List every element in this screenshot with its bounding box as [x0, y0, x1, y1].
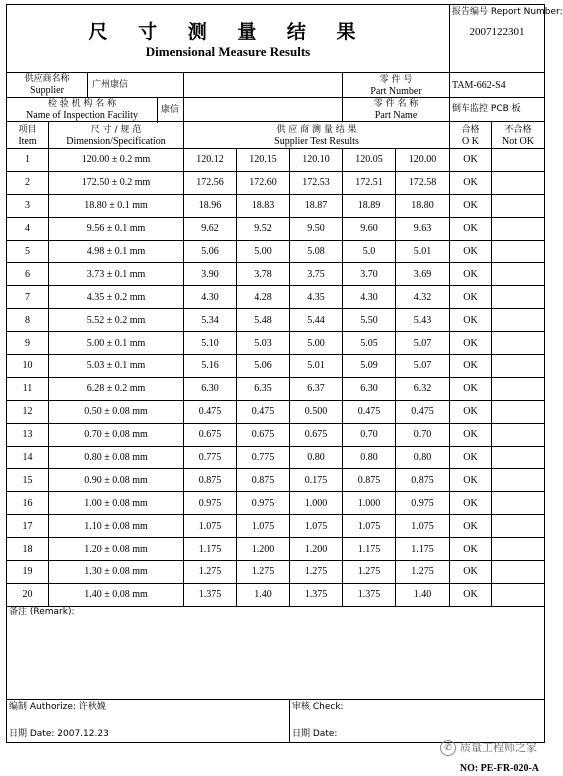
watermark	[440, 739, 537, 756]
result-cell: 120.05	[343, 149, 396, 172]
result-cell: 1.075	[396, 515, 450, 538]
result-cell: 4.32	[396, 286, 450, 309]
signature-row	[7, 699, 545, 742]
item-cell: 7	[7, 286, 49, 309]
spec-cell: 0.80 ± 0.08 mm	[49, 446, 184, 469]
not-ok-cell	[492, 492, 545, 515]
result-cell: 0.875	[343, 469, 396, 492]
result-cell: 1.175	[396, 538, 450, 561]
report-number-label: 报告编号 Report Number:	[452, 7, 563, 17]
part-number-value: TAM-662-S4	[450, 73, 545, 98]
not-ok-cell	[492, 446, 545, 469]
not-ok-cell	[492, 423, 545, 446]
item-cell: 4	[7, 217, 49, 240]
result-cell: 5.0	[343, 240, 396, 263]
result-cell: 18.96	[184, 194, 237, 217]
result-cell: 1.375	[184, 583, 237, 606]
ok-cell: OK	[450, 538, 492, 561]
table-row	[7, 538, 545, 561]
not-ok-cell	[492, 194, 545, 217]
facility-label-zh: 检 验 机 构 名 称	[47, 98, 117, 109]
item-cell: 14	[7, 446, 49, 469]
result-cell: 172.58	[396, 171, 450, 194]
col-ok-header: 合格 O K	[450, 122, 492, 149]
result-cell: 5.44	[290, 309, 343, 332]
result-cell: 5.08	[290, 240, 343, 263]
col-results-header: 供 应 商 测 量 结 果 Supplier Test Results	[184, 122, 450, 149]
result-cell: 9.52	[237, 217, 290, 240]
result-cell: 0.975	[237, 492, 290, 515]
form-number: NO: PE-FR-020-A	[459, 763, 539, 774]
col-ng-header: 不合格 Not OK	[492, 122, 545, 149]
supplier-value: 广州康信	[92, 80, 129, 90]
result-cell: 0.675	[290, 423, 343, 446]
table-row	[7, 446, 545, 469]
not-ok-cell	[492, 286, 545, 309]
ok-cell: OK	[450, 515, 492, 538]
not-ok-cell	[492, 171, 545, 194]
result-cell: 1.075	[184, 515, 237, 538]
result-cell: 0.875	[237, 469, 290, 492]
result-cell: 172.51	[343, 171, 396, 194]
item-cell: 1	[7, 149, 49, 172]
ok-cell: OK	[450, 377, 492, 400]
col-item-header: 项目 Item	[7, 122, 49, 149]
ok-cell: OK	[450, 149, 492, 172]
ok-cell: OK	[450, 171, 492, 194]
result-cell: 6.35	[237, 377, 290, 400]
result-cell: 5.34	[184, 309, 237, 332]
not-ok-cell	[492, 561, 545, 584]
result-cell: 4.28	[237, 286, 290, 309]
ok-cell: OK	[450, 217, 492, 240]
result-cell: 5.07	[396, 332, 450, 355]
result-cell: 6.30	[343, 377, 396, 400]
spec-cell: 5.03 ± 0.1 mm	[49, 355, 184, 378]
table-row	[7, 171, 545, 194]
result-cell: 1.275	[396, 561, 450, 584]
result-cell: 0.875	[184, 469, 237, 492]
table-row	[7, 400, 545, 423]
result-cell: 3.69	[396, 263, 450, 286]
table-row	[7, 309, 545, 332]
author-cell	[7, 699, 290, 742]
spec-cell: 0.50 ± 0.08 mm	[49, 400, 184, 423]
spec-cell: 5.00 ± 0.1 mm	[49, 332, 184, 355]
result-cell: 5.48	[237, 309, 290, 332]
spec-cell: 1.40 ± 0.08 mm	[49, 583, 184, 606]
result-cell: 0.475	[184, 400, 237, 423]
result-cell: 5.50	[343, 309, 396, 332]
result-cell: 0.80	[290, 446, 343, 469]
watermark-text: 质量工程师之家	[460, 741, 537, 754]
result-cell: 1.175	[184, 538, 237, 561]
table-row	[7, 332, 545, 355]
result-cell: 5.06	[184, 240, 237, 263]
result-cell: 1.200	[237, 538, 290, 561]
ok-cell: OK	[450, 469, 492, 492]
report-table	[6, 4, 563, 743]
author-date-value: 2007.12.23	[57, 728, 109, 739]
column-header-row	[7, 122, 545, 149]
item-cell: 3	[7, 194, 49, 217]
result-cell: 18.80	[396, 194, 450, 217]
result-cell: 3.70	[343, 263, 396, 286]
result-cell: 0.70	[396, 423, 450, 446]
result-cell: 0.175	[290, 469, 343, 492]
facility-label-en: Name of Inspection Facility	[26, 109, 138, 121]
item-cell: 17	[7, 515, 49, 538]
result-cell: 0.975	[184, 492, 237, 515]
result-cell: 1.275	[184, 561, 237, 584]
author-date-label: 日期 Date:	[9, 728, 55, 739]
part-number-label: 零 件 号 Part Number	[343, 73, 450, 98]
item-cell: 12	[7, 400, 49, 423]
spec-cell: 0.70 ± 0.08 mm	[49, 423, 184, 446]
ok-cell: OK	[450, 240, 492, 263]
result-cell: 0.775	[237, 446, 290, 469]
result-cell: 9.60	[343, 217, 396, 240]
not-ok-cell	[492, 332, 545, 355]
check-date-label: 日期 Date:	[292, 728, 338, 739]
not-ok-cell	[492, 583, 545, 606]
result-cell: 4.30	[184, 286, 237, 309]
ok-cell: OK	[450, 400, 492, 423]
result-cell: 120.00	[396, 149, 450, 172]
table-row	[7, 583, 545, 606]
title-en: Dimensional Measure Results	[145, 43, 311, 59]
measurement-rows	[7, 149, 545, 607]
item-cell: 11	[7, 377, 49, 400]
result-cell: 5.07	[396, 355, 450, 378]
spec-cell: 172.50 ± 0.2 mm	[49, 171, 184, 194]
table-row	[7, 149, 545, 172]
result-cell: 4.30	[343, 286, 396, 309]
table-row	[7, 515, 545, 538]
result-cell: 5.01	[396, 240, 450, 263]
part-name-label: 零 件 名 称 Part Name	[343, 98, 450, 122]
title-zh: 尺 寸 测 量 结 果	[88, 20, 368, 43]
wechat-logo-icon: ✆	[440, 740, 456, 756]
title-row	[7, 5, 545, 73]
ok-cell: OK	[450, 583, 492, 606]
ok-cell: OK	[450, 286, 492, 309]
result-cell: 120.12	[184, 149, 237, 172]
result-cell: 1.40	[237, 583, 290, 606]
ok-cell: OK	[450, 309, 492, 332]
result-cell: 120.15	[237, 149, 290, 172]
result-cell: 6.37	[290, 377, 343, 400]
result-cell: 1.40	[396, 583, 450, 606]
table-row	[7, 423, 545, 446]
result-cell: 0.475	[237, 400, 290, 423]
result-cell: 0.675	[184, 423, 237, 446]
result-cell: 0.475	[396, 400, 450, 423]
spec-cell: 1.10 ± 0.08 mm	[49, 515, 184, 538]
result-cell: 0.80	[396, 446, 450, 469]
result-cell: 5.10	[184, 332, 237, 355]
result-cell: 1.000	[343, 492, 396, 515]
result-cell: 9.62	[184, 217, 237, 240]
result-cell: 18.87	[290, 194, 343, 217]
spec-cell: 120.00 ± 0.2 mm	[49, 149, 184, 172]
result-cell: 3.78	[237, 263, 290, 286]
result-cell: 0.675	[237, 423, 290, 446]
spec-cell: 4.35 ± 0.2 mm	[49, 286, 184, 309]
result-cell: 5.16	[184, 355, 237, 378]
item-cell: 6	[7, 263, 49, 286]
table-row	[7, 561, 545, 584]
result-cell: 172.60	[237, 171, 290, 194]
not-ok-cell	[492, 240, 545, 263]
result-cell: 1.275	[290, 561, 343, 584]
author-label: 编制 Authorize:	[9, 701, 76, 712]
part-name-value: 倒车监控 PCB 板	[450, 98, 545, 122]
item-cell: 2	[7, 171, 49, 194]
result-cell: 1.075	[290, 515, 343, 538]
result-cell: 18.83	[237, 194, 290, 217]
result-cell: 5.00	[290, 332, 343, 355]
ok-cell: OK	[450, 194, 492, 217]
table-row	[7, 492, 545, 515]
measurement-report	[6, 4, 563, 743]
result-cell: 0.975	[396, 492, 450, 515]
table-row	[7, 263, 545, 286]
result-cell: 5.01	[290, 355, 343, 378]
spec-cell: 18.80 ± 0.1 mm	[49, 194, 184, 217]
ok-cell: OK	[450, 423, 492, 446]
not-ok-cell	[492, 400, 545, 423]
result-cell: 1.375	[290, 583, 343, 606]
result-cell: 172.53	[290, 171, 343, 194]
not-ok-cell	[492, 538, 545, 561]
not-ok-cell	[492, 355, 545, 378]
result-cell: 1.375	[343, 583, 396, 606]
result-cell: 5.05	[343, 332, 396, 355]
spec-cell: 6.28 ± 0.2 mm	[49, 377, 184, 400]
ok-cell: OK	[450, 492, 492, 515]
item-cell: 15	[7, 469, 49, 492]
ok-cell: OK	[450, 332, 492, 355]
remark-label: 备注 (Remark):	[7, 606, 545, 699]
result-cell: 5.00	[237, 240, 290, 263]
item-cell: 9	[7, 332, 49, 355]
not-ok-cell	[492, 217, 545, 240]
spec-cell: 1.30 ± 0.08 mm	[49, 561, 184, 584]
result-cell: 1.275	[343, 561, 396, 584]
result-cell: 0.500	[290, 400, 343, 423]
result-cell: 6.32	[396, 377, 450, 400]
item-cell: 18	[7, 538, 49, 561]
result-cell: 5.43	[396, 309, 450, 332]
report-number-value: 2007122301	[469, 26, 525, 38]
result-cell: 0.70	[343, 423, 396, 446]
ok-cell: OK	[450, 355, 492, 378]
result-cell: 9.63	[396, 217, 450, 240]
result-cell: 9.50	[290, 217, 343, 240]
check-label: 审核 Check:	[292, 701, 344, 712]
ok-cell: OK	[450, 263, 492, 286]
item-cell: 19	[7, 561, 49, 584]
not-ok-cell	[492, 515, 545, 538]
spec-cell: 1.00 ± 0.08 mm	[49, 492, 184, 515]
table-row	[7, 355, 545, 378]
spec-cell: 0.90 ± 0.08 mm	[49, 469, 184, 492]
result-cell: 3.90	[184, 263, 237, 286]
not-ok-cell	[492, 309, 545, 332]
item-cell: 8	[7, 309, 49, 332]
facility-value: 康信	[161, 104, 180, 115]
table-row	[7, 240, 545, 263]
table-row	[7, 217, 545, 240]
result-cell: 1.000	[290, 492, 343, 515]
result-cell: 1.200	[290, 538, 343, 561]
table-row	[7, 377, 545, 400]
spec-cell: 4.98 ± 0.1 mm	[49, 240, 184, 263]
author-value: 许秋娩	[78, 701, 106, 712]
table-row	[7, 469, 545, 492]
facility-row	[7, 98, 545, 122]
spec-cell: 1.20 ± 0.08 mm	[49, 538, 184, 561]
result-cell: 5.09	[343, 355, 396, 378]
result-cell: 1.175	[343, 538, 396, 561]
ok-cell: OK	[450, 561, 492, 584]
table-row	[7, 286, 545, 309]
result-cell: 0.875	[396, 469, 450, 492]
item-cell: 16	[7, 492, 49, 515]
result-cell: 1.075	[237, 515, 290, 538]
title-cell	[7, 5, 450, 73]
item-cell: 13	[7, 423, 49, 446]
check-cell	[290, 699, 545, 742]
result-cell: 0.475	[343, 400, 396, 423]
item-cell: 10	[7, 355, 49, 378]
supplier-row	[7, 73, 545, 98]
spec-cell: 5.52 ± 0.2 mm	[49, 309, 184, 332]
result-cell: 4.35	[290, 286, 343, 309]
ok-cell: OK	[450, 446, 492, 469]
item-cell: 20	[7, 583, 49, 606]
spec-cell: 3.73 ± 0.1 mm	[49, 263, 184, 286]
table-row	[7, 194, 545, 217]
col-spec-header: 尺 寸 / 规 范 Dimension/Specification	[49, 122, 184, 149]
result-cell: 1.275	[237, 561, 290, 584]
result-cell: 3.75	[290, 263, 343, 286]
result-cell: 18.89	[343, 194, 396, 217]
result-cell: 6.30	[184, 377, 237, 400]
result-cell: 120.10	[290, 149, 343, 172]
result-cell: 5.06	[237, 355, 290, 378]
spec-cell: 9.56 ± 0.1 mm	[49, 217, 184, 240]
result-cell: 5.03	[237, 332, 290, 355]
result-cell: 0.775	[184, 446, 237, 469]
not-ok-cell	[492, 149, 545, 172]
result-cell: 172.56	[184, 171, 237, 194]
item-cell: 5	[7, 240, 49, 263]
not-ok-cell	[492, 469, 545, 492]
not-ok-cell	[492, 263, 545, 286]
result-cell: 0.80	[343, 446, 396, 469]
remark-row	[7, 606, 545, 699]
result-cell: 1.075	[343, 515, 396, 538]
report-number-cell	[450, 5, 563, 73]
not-ok-cell	[492, 377, 545, 400]
supplier-label: 供应商名称 Supplier 广州康信	[7, 73, 184, 98]
